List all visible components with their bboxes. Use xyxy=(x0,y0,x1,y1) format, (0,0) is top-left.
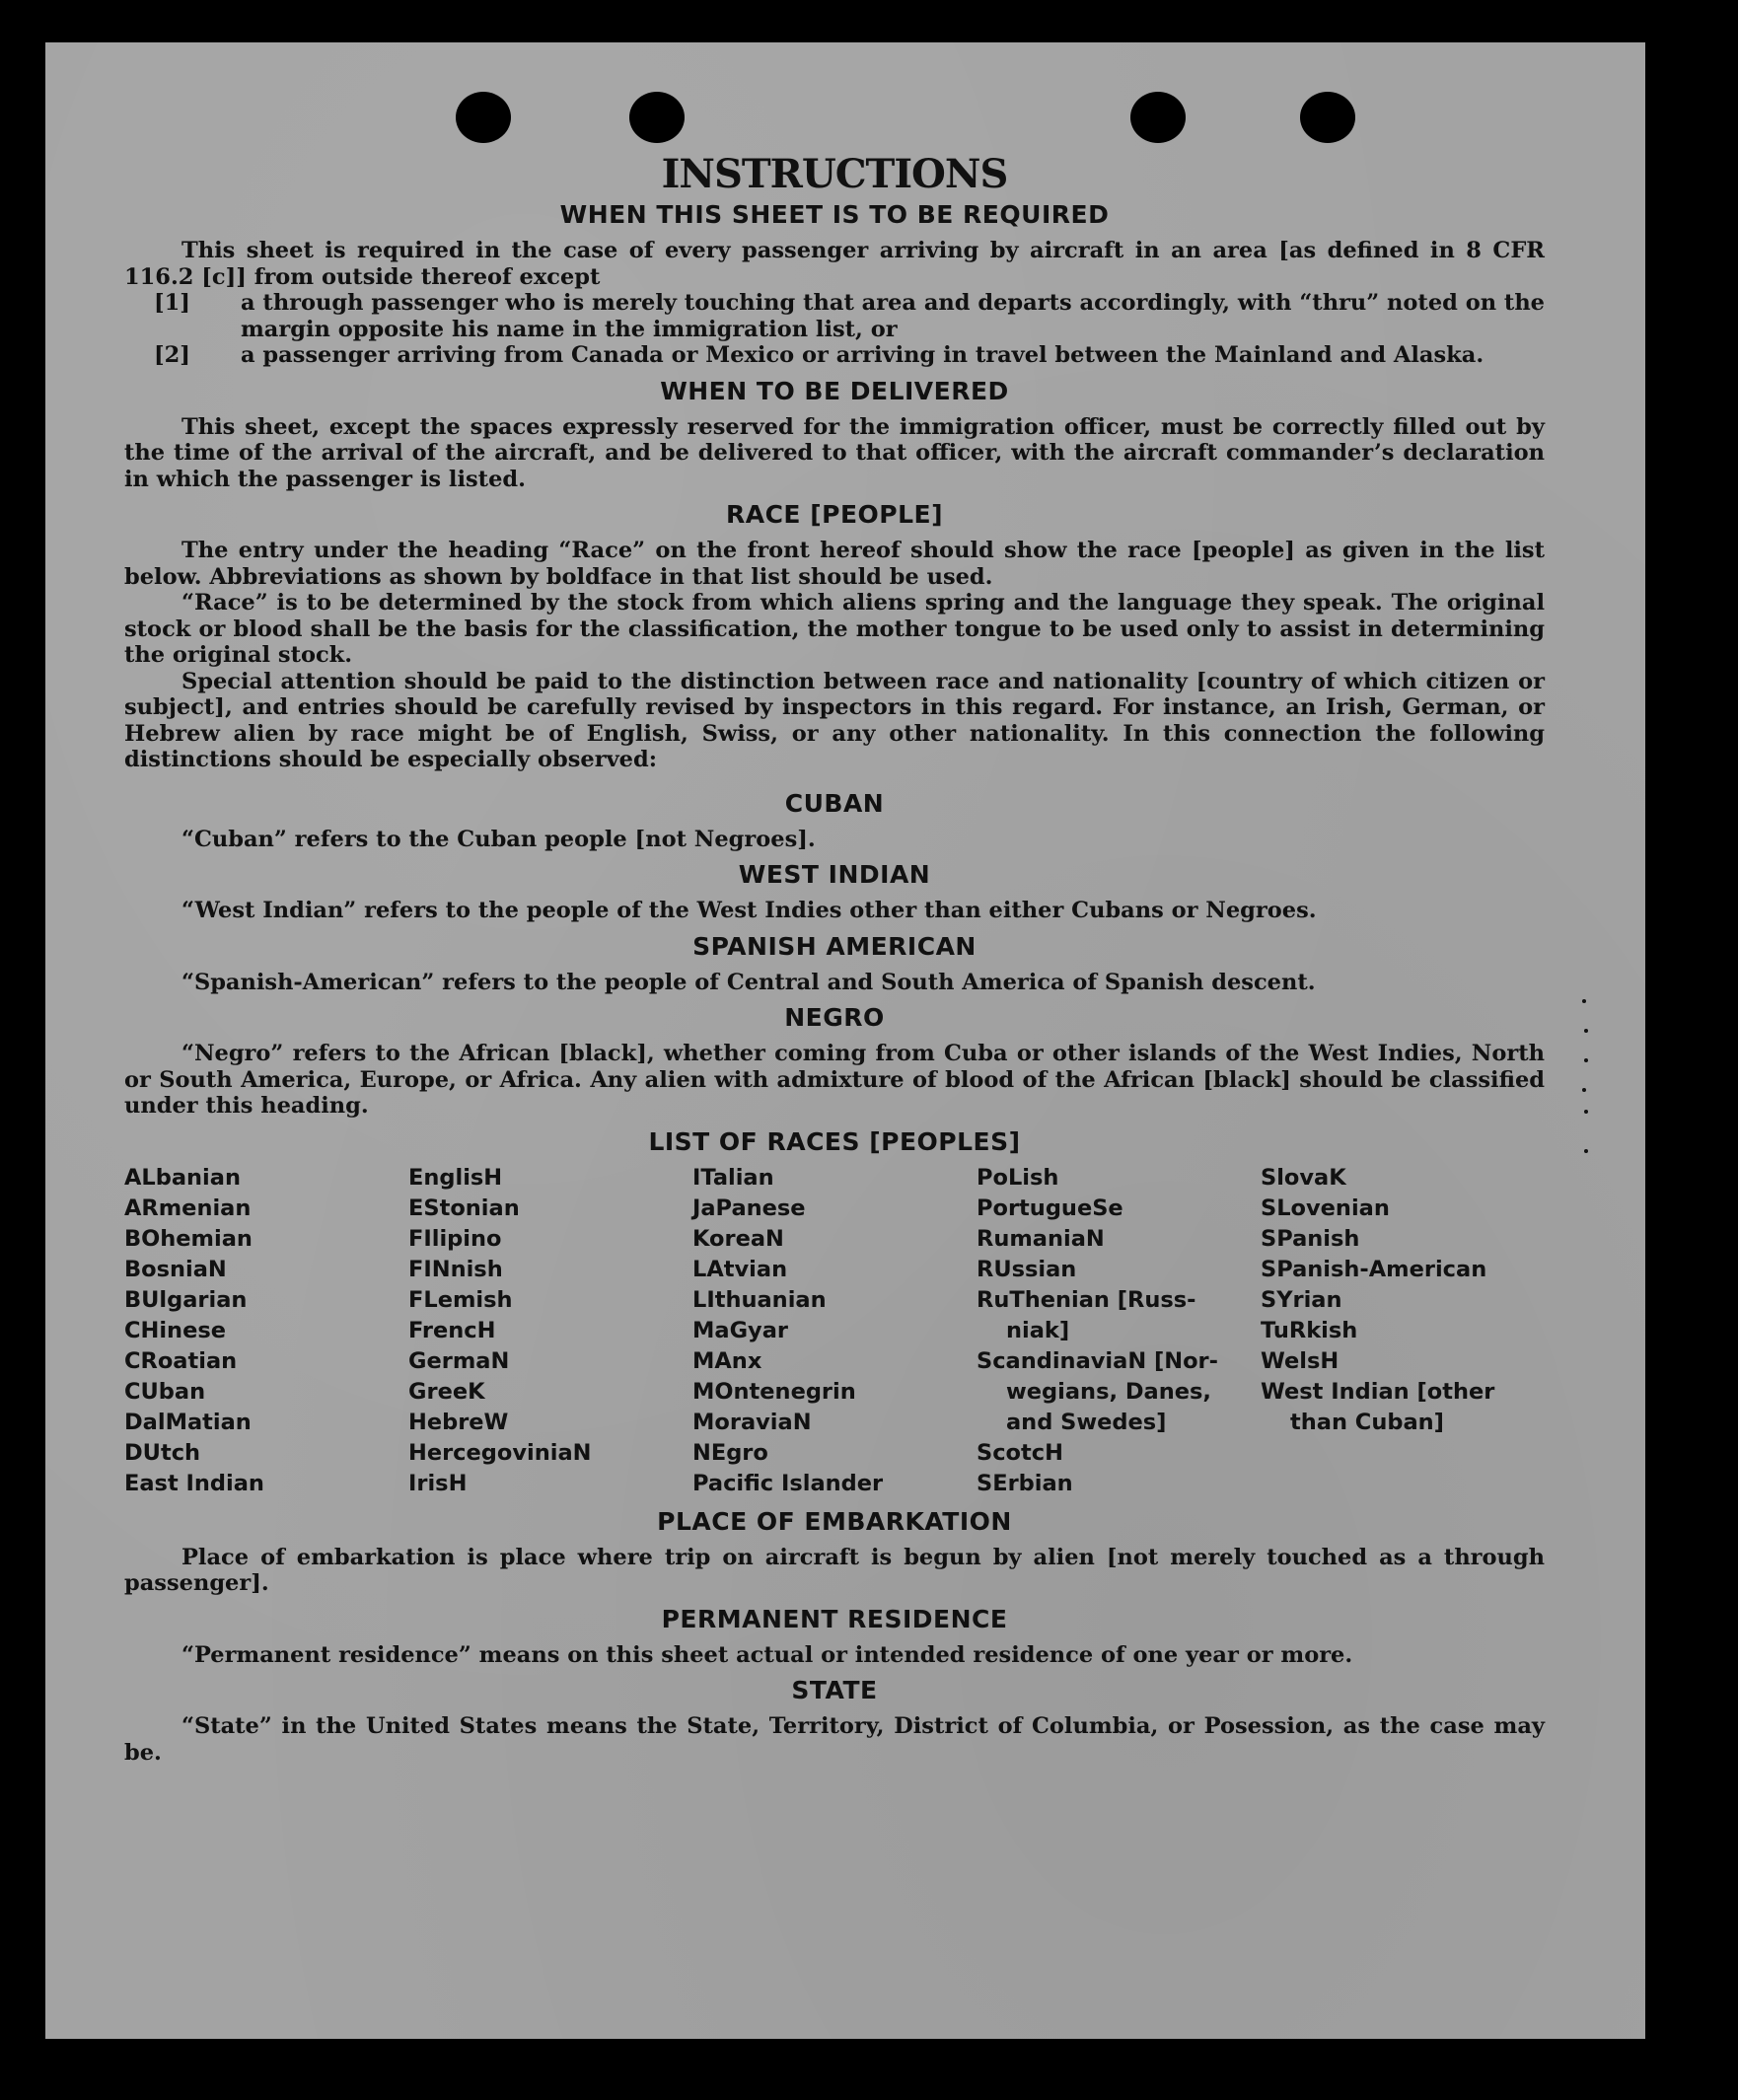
document-page xyxy=(45,42,1645,2039)
race-item: RUssian xyxy=(977,1256,1077,1282)
speck xyxy=(1582,1088,1586,1092)
page-title: INSTRUCTIONS xyxy=(661,151,1008,197)
speck xyxy=(1582,999,1586,1003)
speck xyxy=(1584,1149,1588,1153)
speck xyxy=(1584,1058,1588,1062)
race-item: BOhemian xyxy=(124,1225,253,1252)
race-item: niak] xyxy=(1006,1317,1070,1343)
section-heading-list-of-races: LIST OF RACES [PEOPLES] xyxy=(648,1126,1021,1156)
race-item: wegians, Danes, xyxy=(1006,1378,1211,1405)
when-delivered-text: This sheet, except the spaces expressly reserved for the immigration officer, must be correctly filled out by the time of the arrival of the aircraft, and be delivered to that officer, with the aircraft commander’s declaration in which the passenger is listed. xyxy=(124,413,1545,492)
race-item: East Indian xyxy=(124,1470,264,1496)
speck xyxy=(1584,1110,1588,1114)
section-heading-embarkation: PLACE OF EMBARKATION xyxy=(657,1506,1012,1536)
race-item: ALbanian xyxy=(124,1164,241,1191)
race-paragraph-2: “Race” is to be determined by the stock from which aliens spring and the language they speak. The original stock or blood shall be the basis for the classification, the mother tongue to be used only to assist in determining the original stock. xyxy=(124,590,1545,668)
exception-item-1: [1] a through passenger who is merely touching that area and departs accordingly, with “thru” noted on the margin opposite his name in the immigration list, or xyxy=(154,290,1545,342)
permanent-residence-text: “Permanent residence” means on this sheet actual or intended residence of one year or more. xyxy=(181,1641,1353,1668)
instructions-content xyxy=(124,151,1545,1766)
race-item: West Indian [other xyxy=(1261,1378,1495,1405)
section-heading-permanent-residence: PERMANENT RESIDENCE xyxy=(661,1604,1008,1633)
race-item: than Cuban] xyxy=(1290,1409,1444,1435)
race-item: SYrian xyxy=(1261,1286,1342,1313)
race-item: WelsH xyxy=(1261,1347,1340,1374)
race-item: LAtvian xyxy=(692,1256,788,1282)
punch-hole xyxy=(629,92,685,143)
race-item: ScandinaviaN [Nor- xyxy=(977,1347,1218,1374)
race-item: DUtch xyxy=(124,1439,201,1466)
race-column xyxy=(124,1163,408,1499)
punch-hole xyxy=(1300,92,1355,143)
race-column xyxy=(977,1163,1261,1499)
race-column xyxy=(1261,1163,1545,1499)
west-indian-text: “West Indian” refers to the people of the West Indies other than either Cubans or Negroes. xyxy=(181,898,1317,923)
section-heading-when-delivered: WHEN TO BE DELIVERED xyxy=(660,376,1009,405)
race-item: PoLish xyxy=(977,1164,1059,1191)
section-heading-west-indian: WEST INDIAN xyxy=(738,860,931,889)
race-column xyxy=(692,1163,977,1499)
race-item: BUlgarian xyxy=(124,1286,248,1313)
race-item: JaPanese xyxy=(692,1195,806,1221)
list-of-races xyxy=(124,1163,1545,1499)
race-item: MAnx xyxy=(692,1347,762,1374)
race-item: IrisH xyxy=(408,1470,468,1496)
race-item: PortugueSe xyxy=(977,1195,1123,1221)
race-item: EnglisH xyxy=(408,1164,503,1191)
when-required-intro: This sheet is required in the case of every passenger arriving by aircraft in an area [as defined in 8 CFR 116.2 [c]] from outside thereof except xyxy=(124,238,1545,290)
race-item: HebreW xyxy=(408,1409,509,1435)
section-heading-spanish-american: SPANISH AMERICAN xyxy=(692,931,977,961)
race-item: MOntenegrin xyxy=(692,1378,856,1405)
race-item: DalMatian xyxy=(124,1409,252,1435)
race-item: RuThenian [Russ- xyxy=(977,1286,1196,1313)
race-item: GermaN xyxy=(408,1347,510,1374)
race-item: RumaniaN xyxy=(977,1225,1105,1252)
punch-hole xyxy=(1130,92,1186,143)
race-item: BosniaN xyxy=(124,1256,227,1282)
race-item: FINnish xyxy=(408,1256,503,1282)
section-heading-race: RACE [PEOPLE] xyxy=(725,500,944,529)
cuban-text: “Cuban” refers to the Cuban people [not Negroes]. xyxy=(181,826,816,852)
race-item: ITalian xyxy=(692,1164,774,1191)
spanish-american-text: “Spanish-American” refers to the people of Central and South America of Spanish descent. xyxy=(181,969,1316,995)
race-item: EStonian xyxy=(408,1195,520,1221)
negro-text: “Negro” refers to the African [black], whether coming from Cuba or other islands of the West Indies, North or South America, Europe, or Africa. Any alien with admixture of blood of the African [black] should be classified under this heading. xyxy=(124,1041,1545,1119)
speck xyxy=(1584,1029,1588,1033)
race-column xyxy=(408,1163,692,1499)
race-paragraph-1: The entry under the heading “Race” on the front hereof should show the race [people] as given in the list below. Abbreviations as shown by boldface in that list should be used. xyxy=(124,538,1545,590)
state-text: “State” in the United States means the State, Territory, District of Columbia, or Posession, as the case may be. xyxy=(124,1713,1545,1766)
race-item: FrencH xyxy=(408,1317,496,1343)
race-item: SLovenian xyxy=(1261,1195,1390,1221)
punch-hole xyxy=(456,92,511,143)
race-item: SErbian xyxy=(977,1470,1073,1496)
section-heading-state: STATE xyxy=(791,1676,878,1704)
section-heading-negro: NEGRO xyxy=(784,1003,885,1032)
race-item: KoreaN xyxy=(692,1225,784,1252)
race-item: CHinese xyxy=(124,1317,226,1343)
race-item: CUban xyxy=(124,1378,206,1405)
race-item: FLemish xyxy=(408,1286,513,1313)
race-paragraph-3: Special attention should be paid to the distinction between race and nationality [country of which citizen or subject], and entries should be carefully revised by inspectors in this regard. For instance, an Irish, German, or Hebrew alien by race might be of English, Swiss, or any other nationality. In this connection the following distinctions should be especially observed: xyxy=(124,668,1545,772)
race-item: TuRkish xyxy=(1261,1317,1358,1343)
section-heading-when-required: WHEN THIS SHEET IS TO BE REQUIRED xyxy=(559,200,1110,229)
race-item: GreeK xyxy=(408,1378,485,1405)
race-item: and Swedes] xyxy=(1006,1409,1167,1435)
race-item: FIlipino xyxy=(408,1225,502,1252)
embarkation-text: Place of embarkation is place where trip on aircraft is begun by alien [not merely touched as a through passenger]. xyxy=(124,1544,1545,1596)
race-item: ARmenian xyxy=(124,1195,252,1221)
race-item: SPanish-American xyxy=(1261,1256,1487,1282)
race-item: SlovaK xyxy=(1261,1164,1346,1191)
race-item: MoraviaN xyxy=(692,1409,812,1435)
race-item: LIthuanian xyxy=(692,1286,827,1313)
exception-item-2: [2] a passenger arriving from Canada or Mexico or arriving in travel between the Mainland and Alaska. xyxy=(154,342,1485,368)
race-item: Pacific Islander xyxy=(692,1470,884,1496)
race-item: SPanish xyxy=(1261,1225,1360,1252)
race-item: ScotcH xyxy=(977,1439,1063,1466)
race-item: NEgro xyxy=(692,1439,768,1466)
race-item: MaGyar xyxy=(692,1317,788,1343)
section-heading-cuban: CUBAN xyxy=(784,788,885,818)
race-item: CRoatian xyxy=(124,1347,238,1374)
race-item: HercegoviniaN xyxy=(408,1439,592,1466)
